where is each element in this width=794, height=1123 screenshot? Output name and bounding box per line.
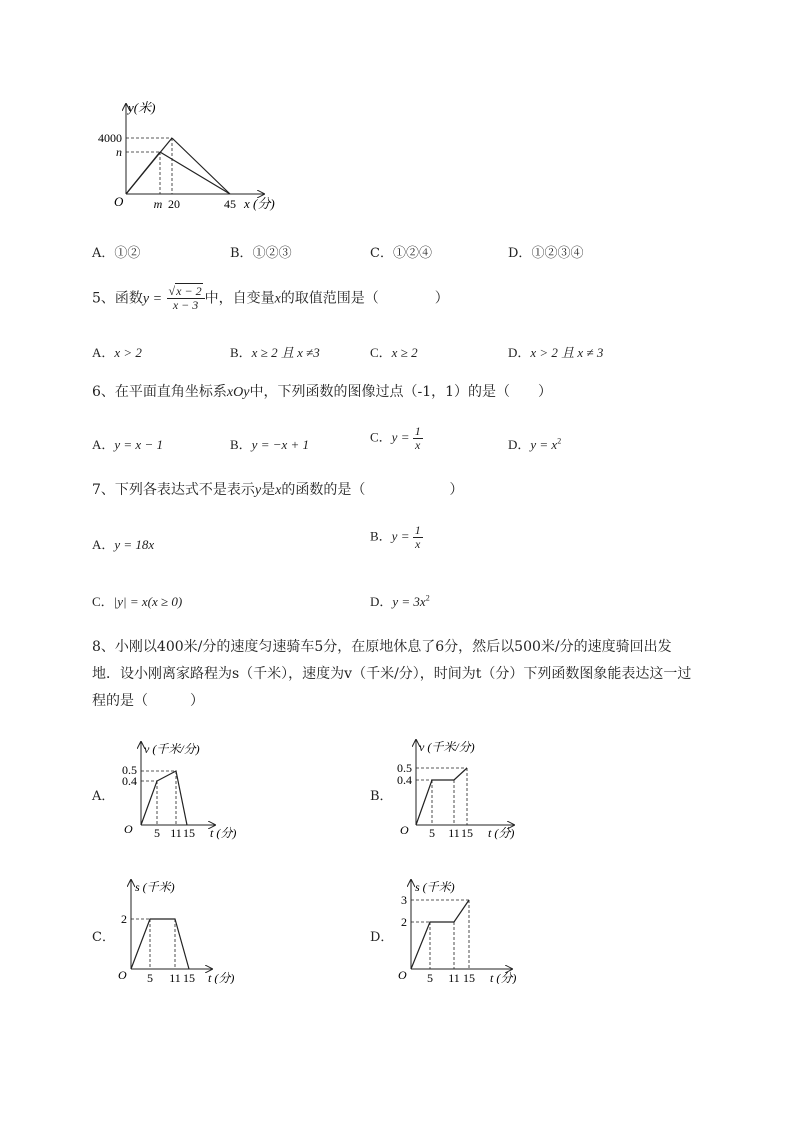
option-letter: A．	[92, 437, 115, 452]
x-tick: 5	[429, 826, 435, 840]
q7-option-d[interactable]	[370, 591, 430, 610]
q4-graph	[86, 98, 286, 216]
line-b	[126, 152, 160, 194]
x-axis-label: t (分)	[208, 971, 235, 984]
option-letter: C．	[370, 246, 393, 261]
option-letter: D．	[508, 437, 531, 452]
x-tick: 15	[183, 826, 195, 840]
option-text: x > 2 且 x ≠ 3	[530, 345, 604, 360]
graph-line	[416, 768, 467, 825]
denominator: x	[415, 438, 421, 452]
q6-suffix: 中，下列函数的图像过点（-1，1）的是（ ）	[249, 384, 553, 400]
q7-mid: 是	[261, 482, 276, 498]
q5-option-a[interactable]	[92, 342, 142, 361]
graph-line	[141, 771, 187, 825]
denominator: x	[415, 537, 421, 551]
q8-graph-a	[112, 738, 252, 842]
y-tick: 0.4	[122, 774, 137, 788]
option-text: y = x − 1	[114, 437, 163, 452]
q8-graph-c	[112, 876, 252, 984]
x-tick: 45	[224, 197, 236, 211]
q7-b-fraction	[413, 524, 423, 551]
origin-label: O	[398, 968, 407, 982]
q5-fraction: $\frac{√x - 2}{x - 3}$	[167, 285, 205, 312]
numerator: 1	[414, 523, 421, 537]
q7-option-c[interactable]	[92, 591, 182, 610]
q4-option-c[interactable]	[370, 242, 432, 261]
q4-option-d[interactable]	[508, 242, 583, 261]
y-tick: 0.5	[122, 763, 137, 777]
option-letter: D．	[370, 594, 393, 609]
y-axis-label: y(米)	[128, 100, 156, 115]
x-axis-label: x (分)	[244, 196, 275, 211]
x-tick: 5	[427, 971, 433, 984]
numerator: 1	[414, 424, 421, 438]
q8-line-3: 程的是（ ）	[92, 693, 204, 709]
q5-suffix: 中，自变量	[204, 290, 275, 307]
q6-option-a[interactable]	[92, 434, 163, 453]
option-text: x > 2	[114, 345, 142, 360]
option-letter: C．	[370, 429, 392, 445]
option-text: x ≥ 2	[391, 345, 418, 360]
q8-option-c[interactable]: C．	[92, 930, 115, 945]
option-letter: B．	[230, 345, 252, 360]
y-tick: 0.4	[397, 773, 412, 787]
exponent: 2	[425, 593, 430, 603]
option-text: ①②③④	[531, 246, 584, 261]
q5-suffix: 的取值范围是（ ）	[280, 290, 449, 307]
x-tick: 5	[154, 826, 160, 840]
x-tick: 15	[183, 971, 195, 984]
line-a-down	[172, 138, 230, 194]
option-letter: A．	[92, 246, 115, 261]
x-axis-label: t (分)	[488, 826, 515, 840]
q5-option-d[interactable]	[508, 342, 603, 361]
q7-option-a[interactable]	[92, 534, 154, 553]
q5-numerator: x − 2	[176, 284, 202, 298]
origin-label: O	[400, 823, 409, 837]
q8-line-2: 地．设小刚离家路程为s（千米），速度为v（千米/分），时间为t（分）下列函数图象能表达这一过	[92, 666, 692, 682]
option-text: y = −x + 1	[251, 437, 310, 452]
q8-line-1: 8、小刚以400米/分的速度匀速骑车5分，在原地休息了6分，然后以500米/分的速度骑回出发	[92, 639, 672, 655]
y-tick: 2	[121, 912, 127, 926]
q7-stem	[92, 480, 463, 501]
option-text: x ≥ 2 且 x ≠3	[251, 345, 320, 360]
option-letter: D．	[508, 345, 531, 360]
option-letter: C．	[92, 594, 114, 609]
q8-option-a[interactable]: A．	[92, 789, 115, 804]
y-axis-label: s (千米)	[135, 880, 175, 894]
origin-label: O	[114, 194, 124, 209]
y-axis-label: v (千米/分)	[144, 742, 200, 756]
exponent: 2	[557, 436, 562, 446]
option-text: y = x	[530, 437, 558, 452]
q7-y: y	[254, 483, 262, 498]
q6-c-fraction	[413, 425, 423, 452]
graph-line	[131, 919, 189, 969]
q6-option-d[interactable]	[508, 434, 561, 453]
option-letter: B．	[370, 528, 392, 544]
graph-line	[411, 900, 469, 969]
q5-fn: y =	[142, 291, 163, 307]
q8-option-d[interactable]: D．	[370, 930, 394, 945]
q5-denominator: x − 3	[172, 298, 199, 312]
q7-prefix: 7、下列各表达式不是表示	[92, 482, 255, 498]
origin-label: O	[118, 968, 127, 982]
option-letter: A．	[92, 345, 115, 360]
option-text: ①②	[114, 246, 141, 261]
option-text: y =	[391, 528, 410, 544]
q4-option-b[interactable]	[230, 242, 292, 261]
x-tick: 5	[147, 971, 153, 984]
option-letter: C．	[370, 345, 392, 360]
x-tick: 11	[170, 826, 182, 840]
q5-prefix: 5、函数	[92, 290, 143, 307]
q8-graph-d	[390, 876, 530, 984]
y-axis-label: s (千米)	[415, 880, 455, 894]
x-tick: 20	[168, 197, 180, 211]
q6-stem	[92, 382, 552, 403]
q5-option-b[interactable]	[230, 342, 320, 361]
line-b-down	[160, 152, 230, 194]
y-tick: n	[116, 145, 122, 159]
option-text: y = 18x	[114, 537, 155, 552]
q8-graph-b	[390, 736, 530, 840]
x-tick: m	[153, 197, 163, 211]
q6-option-c[interactable]	[370, 425, 423, 452]
q6-system: xOy	[226, 385, 250, 400]
q7-suffix: 的函数的是（ ）	[281, 482, 464, 498]
option-text: |y| = x(x ≥ 0)	[113, 594, 183, 609]
x-tick: 11	[448, 971, 460, 984]
q7-x: x	[275, 483, 282, 498]
q5-stem	[92, 285, 449, 312]
x-tick: 15	[461, 826, 473, 840]
option-text: ①②③	[252, 246, 292, 261]
q8-option-b[interactable]: B．	[370, 789, 393, 804]
option-letter: D．	[508, 246, 532, 261]
x-tick: 15	[463, 971, 475, 984]
x-tick: 11	[448, 826, 460, 840]
option-text: y = 3x	[392, 594, 426, 609]
x-axis-label: t (分)	[210, 826, 237, 840]
q4-option-a[interactable]	[92, 242, 140, 261]
origin-label: O	[124, 822, 133, 836]
q7-option-b[interactable]	[370, 524, 423, 551]
q6-prefix: 6、在平面直角坐标系	[92, 384, 227, 400]
q5-var: x	[274, 291, 281, 307]
option-text: y =	[391, 429, 410, 445]
option-letter: B．	[230, 246, 253, 261]
option-text: ①②④	[392, 246, 432, 261]
y-tick: 4000	[98, 131, 122, 145]
x-tick: 11	[169, 971, 181, 984]
q5-option-c[interactable]	[370, 342, 418, 361]
y-axis-label: v (千米/分)	[419, 740, 475, 754]
y-tick: 3	[401, 893, 407, 907]
y-tick: 0.5	[397, 761, 412, 775]
x-axis-label: t (分)	[490, 971, 517, 984]
option-letter: A．	[92, 537, 115, 552]
y-tick: 2	[401, 915, 407, 929]
option-letter: B．	[230, 437, 252, 452]
q6-option-b[interactable]	[230, 434, 309, 453]
